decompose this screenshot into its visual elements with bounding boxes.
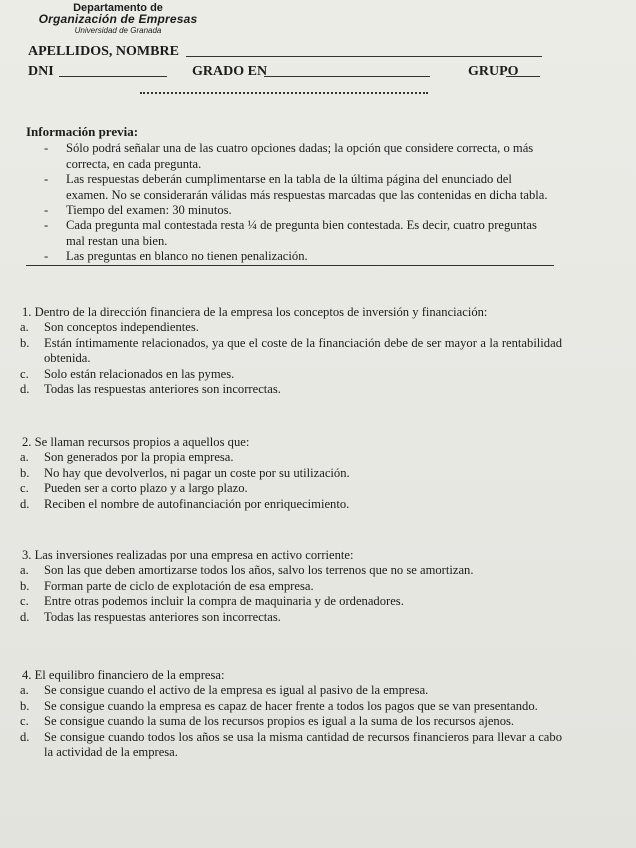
option-d	[18, 382, 562, 397]
name-row	[28, 44, 548, 62]
question-1	[18, 305, 562, 397]
option-letter: b.	[20, 335, 30, 350]
info-title: Información previa:	[26, 124, 139, 139]
option-c	[18, 367, 562, 382]
option-letter: d.	[20, 496, 30, 511]
option-letter: b.	[20, 698, 30, 713]
option-list	[18, 450, 562, 512]
option-c	[18, 481, 562, 496]
id-row	[28, 64, 548, 84]
option-b	[18, 466, 562, 481]
option-text: No hay que devolverlos, ni pagar un coste por su utilización.	[44, 465, 350, 480]
option-letter: c.	[20, 366, 29, 381]
info-item: - Cada pregunta mal contestada resta ¼ de pregunta bien contestada. Es decir, cuatro preguntas mal restan una bien.	[26, 218, 554, 249]
option-a	[18, 683, 562, 698]
question-stem: 3. Las inversiones realizadas por una empresa en activo corriente:	[22, 548, 354, 562]
option-text: Se consigue cuando el activo de la empresa es igual al pasivo de la empresa.	[44, 683, 429, 698]
dni-line	[59, 76, 167, 77]
option-letter: c.	[20, 481, 29, 496]
option-letter: a.	[20, 683, 29, 698]
university-name: Universidad de Granada	[74, 26, 162, 35]
option-a	[18, 450, 562, 465]
option-letter: c.	[20, 594, 29, 609]
grado-label: GRADO EN	[192, 64, 268, 79]
option-letter: a.	[20, 450, 29, 465]
option-text: Son conceptos independientes.	[44, 320, 199, 335]
option-a	[18, 563, 562, 578]
option-c	[18, 714, 562, 729]
option-text: Son las que deben amortizarse todos los años, salvo los terrenos que no se amortizan.	[44, 563, 474, 578]
option-letter: b.	[20, 465, 30, 480]
option-b	[18, 699, 562, 714]
question-2	[18, 435, 562, 512]
option-text: Entre otras podemos incluir la compra de maquinaria y de ordenadores.	[44, 594, 404, 609]
option-text: Todas las respuestas anteriores son incorrectas.	[44, 382, 281, 397]
option-text: Todas las respuestas anteriores son incorrectas.	[44, 609, 281, 624]
option-text: Están íntimamente relacionados, ya que el coste de la financiación debe de ser mayor a la rentabilidad obtenida.	[44, 335, 562, 366]
option-list	[18, 320, 562, 397]
apellidos-label: APELLIDOS, NOMBRE	[28, 44, 179, 59]
option-letter: d.	[20, 382, 30, 397]
grado-line	[264, 76, 430, 77]
option-text: Se consigue cuando la empresa es capaz de hacer frente a todos los pagos que se van presentando.	[44, 698, 538, 713]
option-letter: a.	[20, 563, 29, 578]
info-item: - Las preguntas en blanco no tienen penalización.	[26, 249, 554, 265]
info-list	[26, 141, 554, 265]
option-d	[18, 497, 562, 512]
option-letter: d.	[20, 609, 30, 624]
option-text: Forman parte de ciclo de explotación de esa empresa.	[44, 578, 314, 593]
apellidos-line	[186, 56, 542, 57]
option-list	[18, 683, 562, 760]
option-text: Solo están relacionados en las pymes.	[44, 366, 235, 381]
grupo-line	[506, 76, 540, 77]
info-item: - Sólo podrá señalar una de las cuatro opciones dadas; la opción que considere correcta, o más correcta, en cada pregunta.	[26, 141, 554, 172]
dni-label: DNI	[28, 64, 54, 79]
info-section	[26, 124, 554, 266]
option-a	[18, 320, 562, 335]
option-b	[18, 579, 562, 594]
option-text: Se consigue cuando todos los años se usa la misma cantidad de recursos financieros para llevar a cabo la actividad de la empresa.	[44, 729, 562, 760]
question-stem: 2. Se llaman recursos propios a aquellos que:	[22, 435, 250, 449]
question-stem: 4. El equilibro financiero de la empresa:	[22, 668, 225, 682]
option-text: Pueden ser a corto plazo y a largo plazo.	[44, 481, 248, 496]
department-header	[28, 3, 208, 36]
student-fields	[28, 44, 548, 84]
question-stem: 1. Dentro de la dirección financiera de la empresa los conceptos de inversión y financiación:	[22, 305, 488, 319]
info-item: - Las respuestas deberán cumplimentarse en la tabla de la última página del enunciado del examen. No se considerarán válidas más respuestas marcadas que las contenidas en dicha tabla.	[26, 172, 554, 203]
option-letter: c.	[20, 714, 29, 729]
info-item: - Tiempo del examen: 30 minutos.	[26, 203, 554, 218]
option-d	[18, 730, 562, 761]
option-letter: a.	[20, 320, 29, 335]
department-name: Departamento de	[73, 2, 163, 14]
dotted-line	[140, 92, 428, 94]
option-list	[18, 563, 562, 625]
question-4	[18, 668, 562, 760]
option-text: Reciben el nombre de autofinanciación por enriquecimiento.	[44, 496, 350, 511]
option-text: Son generados por la propia empresa.	[44, 450, 234, 465]
organization-name: Organización de Empresas	[38, 12, 198, 26]
option-letter: d.	[20, 729, 30, 744]
option-c	[18, 594, 562, 609]
option-d	[18, 610, 562, 625]
grupo-label: GRUPO	[468, 64, 519, 79]
option-letter: b.	[20, 578, 30, 593]
question-3	[18, 548, 562, 625]
option-b	[18, 336, 562, 367]
option-text: Se consigue cuando la suma de los recursos propios es igual a la suma de los recursos ajenos.	[44, 714, 515, 729]
